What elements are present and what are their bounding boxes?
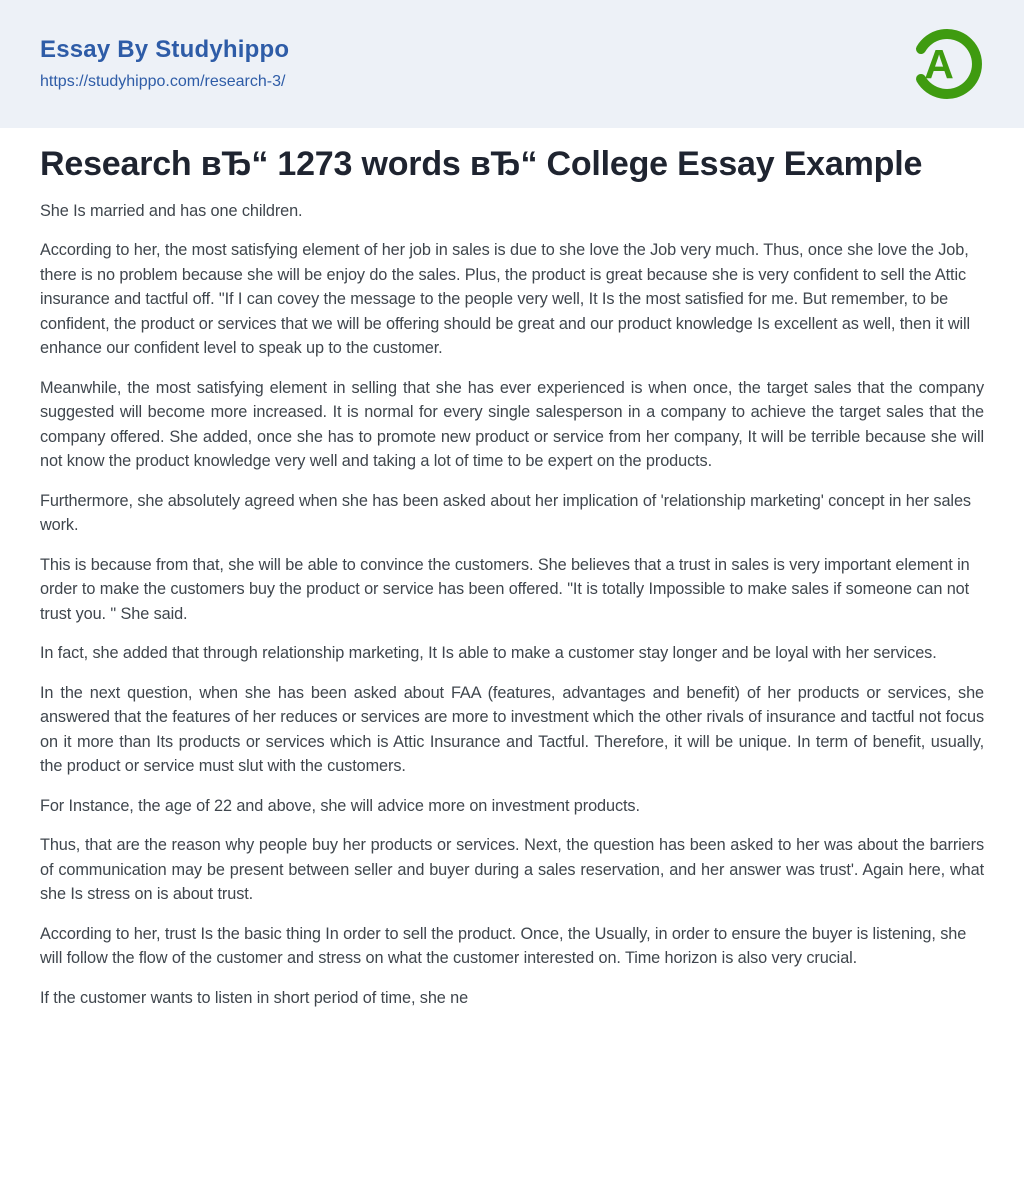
essay-paragraph: Furthermore, she absolutely agreed when she has been asked about her implication of 'relationship marketing' concept in her sales work. — [40, 491, 971, 535]
essay-paragraph: In the next question, when she has been asked about FAA (features, advantages and benefit) of her products or services, she answered that the features of her reduces or services are more to investment which the other rivals of insurance and tactful not focus on it more than Its products or services which is Attic Insurance and Tactful. Therefore, it will be unique. In term of benefit, usually, the product or service must slut with the customers. — [40, 683, 984, 776]
essay-content — [0, 128, 1024, 1065]
site-title: Essay By Studyhippo — [40, 36, 290, 63]
site-logo — [910, 27, 984, 101]
essay-paragraph: Thus, that are the reason why people buy her products or services. Next, the question has been asked to her was about the barriers of communication may be present between seller and buyer during a sales reservation, and her answer was trust'. Again here, what she Is stress on is about trust. — [40, 836, 984, 904]
essay-paragraph: In fact, she added that through relationship marketing, It Is able to make a customer stay longer and be loyal with her services. — [40, 644, 937, 663]
essay-paragraph: According to her, the most satisfying element of her job in sales is due to she love the Job very much. Thus, once she love the Job, there is no problem because she will be enjoy do the sales. Plus, the product is great because she is very confident to sell the Attic insurance and tactful off. "If I can covey the message to the people very well, It Is the most satisfied for me. But remember, to be confident, the product or services that we will be offering should be great and our product knowledge Is excellent as well, then it will enhance our confident level to speak up to the customer. — [40, 241, 971, 358]
essay-paragraph: If the customer wants to listen in short period of time, she ne — [40, 988, 469, 1007]
header-text-block — [40, 37, 289, 91]
studyhippo-logo-icon — [910, 27, 984, 101]
essay-paragraph: She Is married and has one children. — [40, 201, 303, 220]
essay-title: Research вЂ“ 1273 words вЂ“ College Essay Example — [40, 145, 923, 183]
essay-paragraph: This is because from that, she will be able to convince the customers. She believes that a trust in sales is very important element in order to make the customers buy the product or service has been offered. "It is totally Impossible to make sales if someone can not trust you. " She said. — [40, 555, 970, 623]
site-url-link[interactable]: https://studyhippo.com/research-3/ — [40, 73, 286, 91]
essay-paragraph: Meanwhile, the most satisfying element in selling that she has ever experienced is when once, the target sales that the company suggested will become more increased. It is normal for every single salesperson in a company to achieve the target sales that the company offered. She added, once she has to promote new product or service from her company, It will be terrible because she will not know the product knowledge very well and taking a lot of time to be expert on the products. — [40, 378, 984, 471]
page-header — [0, 0, 1024, 128]
logo-letter: A — [924, 41, 954, 87]
essay-paragraph: According to her, trust Is the basic thing In order to sell the product. Once, the Usually, in order to ensure the buyer is listening, she will follow the flow of the customer and stress on what the customer interested on. Time horizon is also very crucial. — [40, 924, 967, 968]
essay-paragraph: For Instance, the age of 22 and above, she will advice more on investment products. — [40, 796, 640, 815]
